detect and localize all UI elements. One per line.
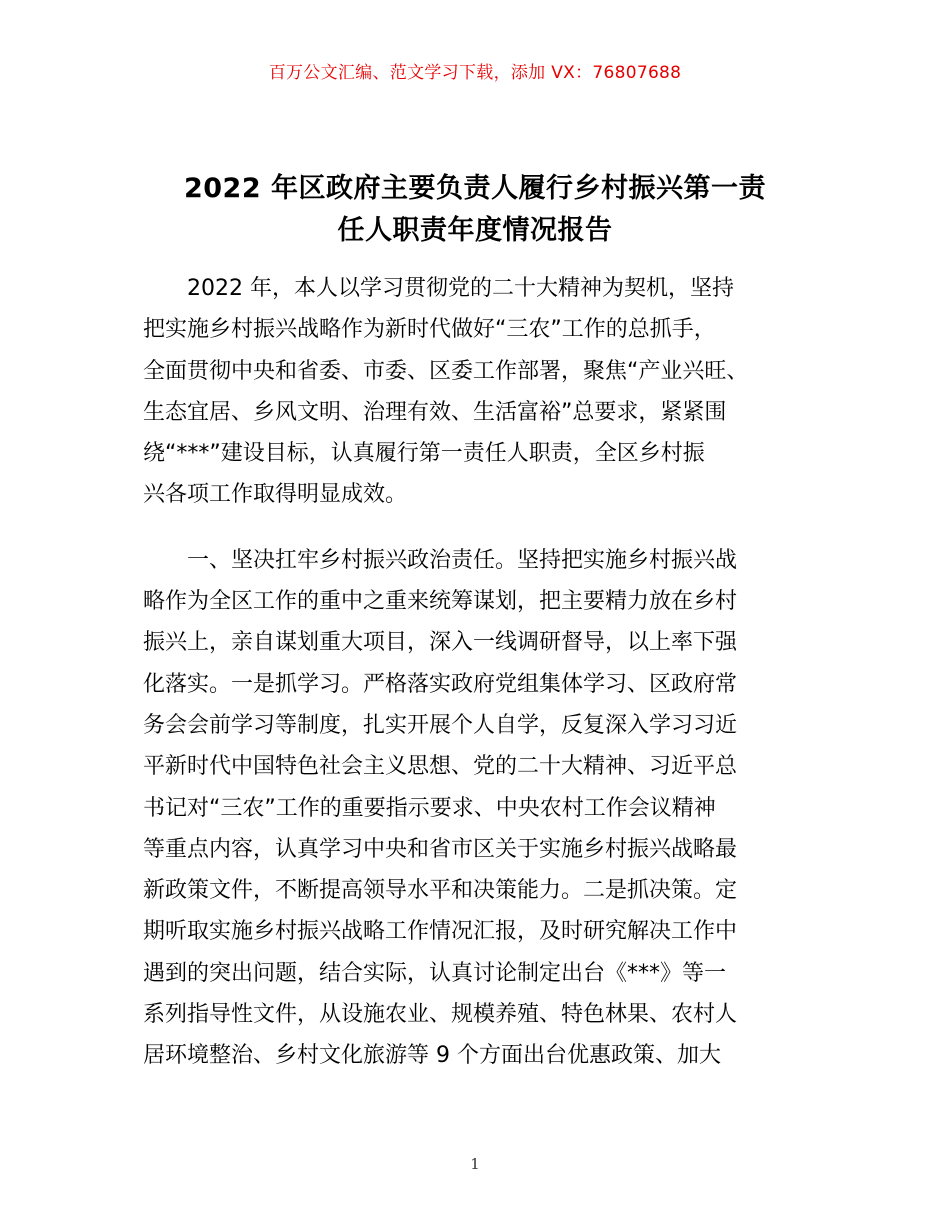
header-promo-note: 百万公文汇编、范文学习下载，添加 VX：76807688 — [268, 63, 682, 83]
paragraph-line: 把实施乡村振兴战略作为新时代做好“三农”工作的总抓手， — [143, 317, 716, 343]
paragraph-line: 居环境整治、乡村文化旅游等 9 个方面出台优惠政策、加大 — [143, 1043, 721, 1069]
title-line: 任人职责年度情况报告 — [337, 215, 613, 246]
paragraph-line: 期听取实施乡村振兴战略工作情况汇报，及时研究解决工作中 — [143, 919, 738, 945]
paragraph-line: 等重点内容，认真学习中央和省市区关于实施乡村振兴战略最 — [143, 836, 738, 862]
paragraph-line: 新政策文件，不断提高领导水平和决策能力。二是抓决策。定 — [143, 878, 738, 904]
paragraph-intro — [143, 268, 813, 516]
document-body — [143, 268, 813, 1077]
paragraph-section-one — [143, 540, 813, 1077]
paragraph-line: 生态宜居、乡风文明、治理有效、生活富裕”总要求，紧紧围 — [143, 399, 727, 425]
paragraph-line: 绕“***”建设目标，认真履行第一责任人职责，全区乡村振 — [143, 441, 705, 467]
paragraph-spacer — [143, 516, 813, 540]
page-number: 1 — [470, 1155, 480, 1173]
paragraph-line: 平新时代中国特色社会主义思想、党的二十大精神、习近平总 — [143, 754, 738, 780]
paragraph-line: 一、坚决扛牢乡村振兴政治责任。坚持把实施乡村振兴战 — [187, 547, 738, 573]
title-line: 2022 年区政府主要负责人履行乡村振兴第一责 — [183, 173, 767, 204]
paragraph-line: 兴各项工作取得明显成效。 — [143, 482, 408, 508]
paragraph-line: 化落实。一是抓学习。严格落实政府党组集体学习、区政府常 — [143, 671, 738, 697]
paragraph-line: 振兴上，亲自谋划重大项目，深入一线调研督导，以上率下强 — [143, 630, 738, 656]
paragraph-line: 略作为全区工作的重中之重来统筹谋划，把主要精力放在乡村 — [143, 589, 738, 615]
paragraph-line: 书记对“三农”工作的重要指示要求、中央农村工作会议精神 — [143, 795, 716, 821]
paragraph-line: 2022 年，本人以学习贯彻党的二十大精神为契机，坚持 — [187, 276, 734, 301]
paragraph-line: 全面贯彻中央和省委、市委、区委工作部署，聚焦“产业兴旺、 — [143, 358, 749, 384]
paragraph-line: 务会会前学习等制度，扎实开展个人自学，反复深入学习习近 — [143, 712, 738, 738]
paragraph-line: 系列指导性文件，从设施农业、规模养殖、特色林果、农村人 — [143, 1002, 738, 1028]
document-title — [100, 168, 850, 252]
paragraph-line: 遇到的突出问题，结合实际，认真讨论制定出台《***》等一 — [143, 960, 727, 986]
